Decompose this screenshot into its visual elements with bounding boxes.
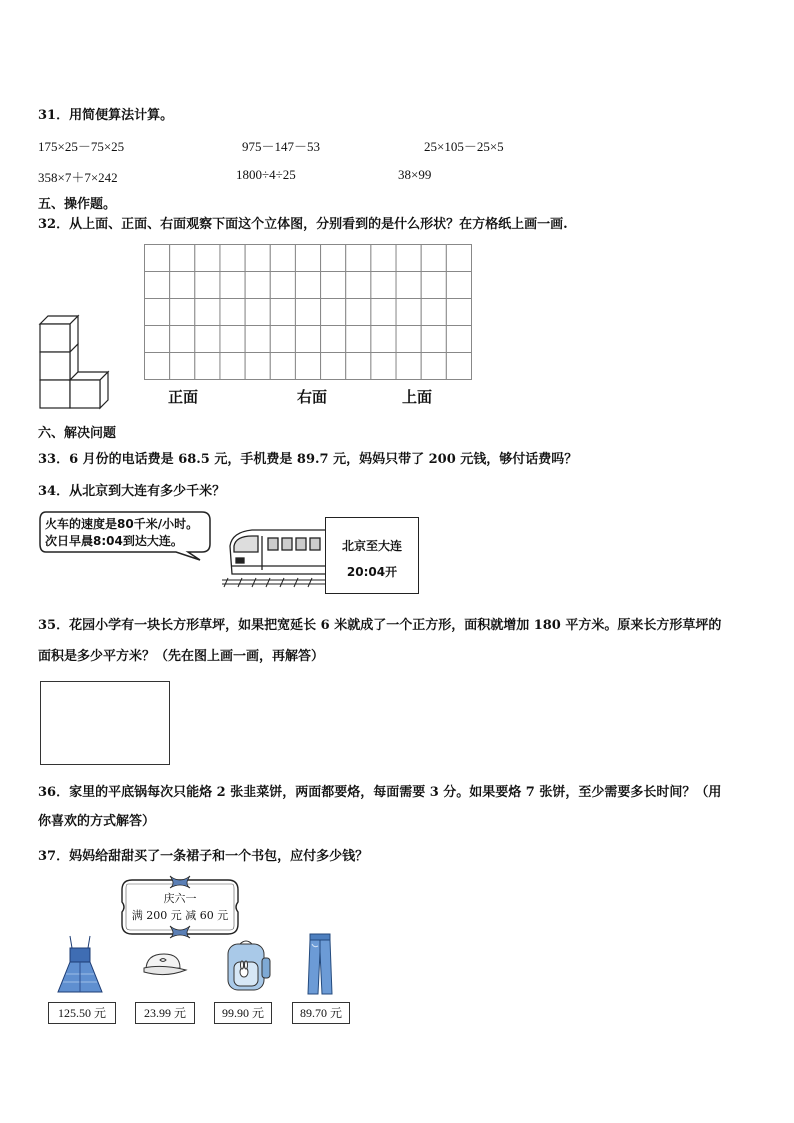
- grid-cell[interactable]: [446, 245, 471, 272]
- cube-stack-figure: [36, 314, 116, 414]
- price-backpack: 99.90 元: [214, 1002, 272, 1024]
- grid-cell[interactable]: [446, 326, 471, 353]
- departure-sign: [325, 517, 419, 594]
- grid-cell[interactable]: [346, 326, 371, 353]
- drawing-grid[interactable]: [144, 244, 472, 380]
- dress-icon: [56, 934, 104, 994]
- grid-cell[interactable]: [220, 326, 245, 353]
- grid-cell[interactable]: [170, 353, 195, 380]
- grid-cell[interactable]: [446, 353, 471, 380]
- backpack-icon: [220, 938, 272, 994]
- grid-cell[interactable]: [270, 245, 295, 272]
- q36-line-1: 36．家里的平底锅每次只能烙 2 张韭菜饼，两面都要烙，每面需要 3 分。如果要烙 7 张饼，至少需要多长时间？（用: [38, 785, 722, 800]
- grid-cell[interactable]: [295, 299, 320, 326]
- grid-cell[interactable]: [195, 245, 220, 272]
- rectangle-lawn-figure[interactable]: [40, 681, 170, 765]
- grid-cell[interactable]: [145, 245, 170, 272]
- q31-expr-4: 358×7＋7×242: [38, 170, 118, 185]
- grid-cell[interactable]: [421, 299, 446, 326]
- grid-cell[interactable]: [295, 326, 320, 353]
- grid-cell[interactable]: [346, 245, 371, 272]
- q36-line-2: 你喜欢的方式解答）: [38, 814, 156, 829]
- grid-cell[interactable]: [245, 326, 270, 353]
- grid-cell[interactable]: [346, 353, 371, 380]
- sign-route: 北京至大连: [341, 539, 402, 553]
- grid-cell[interactable]: [346, 299, 371, 326]
- grid-cell[interactable]: [446, 272, 471, 299]
- bubble-line-2: 次日早晨8:04到达大连。: [45, 534, 183, 548]
- grid-label-right: 右面: [297, 388, 328, 406]
- grid-cell[interactable]: [145, 272, 170, 299]
- grid-cell[interactable]: [220, 245, 245, 272]
- grid-cell[interactable]: [170, 272, 195, 299]
- grid-cell[interactable]: [371, 245, 396, 272]
- q32-title: 32．从上面、正面、右面观察下面这个立体图，分别看到的是什么形状？在方格纸上画一画.: [38, 217, 568, 232]
- bubble-line-1: 火车的速度是80千米/小时。: [45, 517, 199, 531]
- q37-title: 37．妈妈给甜甜买了一条裙子和一个书包，应付多少钱？: [38, 849, 369, 864]
- grid-cell[interactable]: [295, 272, 320, 299]
- grid-cell[interactable]: [195, 326, 220, 353]
- grid-cell[interactable]: [371, 353, 396, 380]
- price-cap: 23.99 元: [135, 1002, 195, 1024]
- grid-cell[interactable]: [371, 326, 396, 353]
- grid-cell[interactable]: [421, 272, 446, 299]
- section-6-heading: 六、解决问题: [38, 426, 117, 441]
- promo-discount: 满 200 元 减 60 元: [131, 909, 229, 922]
- grid-cell[interactable]: [170, 326, 195, 353]
- grid-cell[interactable]: [421, 326, 446, 353]
- grid-cell[interactable]: [321, 326, 346, 353]
- grid-cell[interactable]: [195, 353, 220, 380]
- q31-expr-1: 175×25－75×25: [38, 139, 125, 154]
- grid-cell[interactable]: [145, 353, 170, 380]
- q35-line-2: 面积是多少平方米？（先在图上画一画，再解答）: [38, 649, 325, 664]
- grid-cell[interactable]: [371, 272, 396, 299]
- q31-expr-2: 975－147－53: [242, 139, 321, 154]
- grid-cell[interactable]: [195, 272, 220, 299]
- grid-cell[interactable]: [245, 245, 270, 272]
- cap-icon: [140, 952, 190, 978]
- grid-cell[interactable]: [245, 272, 270, 299]
- q31-expr-5: 1800÷4÷25: [236, 167, 296, 182]
- grid-cell[interactable]: [396, 353, 421, 380]
- grid-cell[interactable]: [220, 272, 245, 299]
- grid-cell[interactable]: [220, 353, 245, 380]
- grid-cell[interactable]: [270, 353, 295, 380]
- grid-cell[interactable]: [170, 299, 195, 326]
- grid-cell[interactable]: [195, 299, 220, 326]
- promo-title: 庆六一: [163, 892, 197, 905]
- q31-title: 31．用简便算法计算。: [38, 108, 174, 123]
- q34-title: 34．从北京到大连有多少千米？: [38, 484, 226, 499]
- grid-cell[interactable]: [396, 326, 421, 353]
- grid-cell[interactable]: [145, 326, 170, 353]
- grid-cell[interactable]: [270, 326, 295, 353]
- sign-time: 20:04开: [346, 565, 398, 579]
- grid-cell[interactable]: [371, 299, 396, 326]
- grid-cell[interactable]: [321, 353, 346, 380]
- grid-cell[interactable]: [421, 245, 446, 272]
- grid-cell[interactable]: [321, 299, 346, 326]
- grid-cell[interactable]: [396, 299, 421, 326]
- jeans-icon: [304, 932, 336, 996]
- grid-cell[interactable]: [321, 272, 346, 299]
- q31-expr-3: 25×105－25×5: [424, 139, 504, 154]
- section-5-heading: 五、操作题。: [38, 197, 117, 212]
- grid-cell[interactable]: [446, 299, 471, 326]
- train-icon: [222, 524, 328, 588]
- grid-cell[interactable]: [245, 353, 270, 380]
- grid-label-top: 上面: [402, 388, 433, 406]
- grid-cell[interactable]: [145, 299, 170, 326]
- price-dress: 125.50 元: [48, 1002, 116, 1024]
- q35-line-1: 35．花园小学有一块长方形草坪，如果把宽延长 6 米就成了一个正方形，面积就增加 180 平方米。原来长方形草坪的: [38, 618, 722, 633]
- grid-cell[interactable]: [245, 299, 270, 326]
- grid-cell[interactable]: [270, 272, 295, 299]
- grid-cell[interactable]: [321, 245, 346, 272]
- grid-cell[interactable]: [170, 245, 195, 272]
- grid-cell[interactable]: [295, 353, 320, 380]
- grid-cell[interactable]: [421, 353, 446, 380]
- grid-cell[interactable]: [396, 272, 421, 299]
- grid-cell[interactable]: [295, 245, 320, 272]
- q31-expr-6: 38×99: [398, 167, 432, 182]
- grid-label-front: 正面: [168, 388, 199, 406]
- q33-text: 33．6 月份的电话费是 68.5 元，手机费是 89.7 元，妈妈只带了 200 元钱，够付话费吗？: [38, 452, 578, 467]
- grid-cell[interactable]: [396, 245, 421, 272]
- grid-cell[interactable]: [220, 299, 245, 326]
- grid-cell[interactable]: [346, 272, 371, 299]
- grid-cell[interactable]: [270, 299, 295, 326]
- price-jeans: 89.70 元: [292, 1002, 350, 1024]
